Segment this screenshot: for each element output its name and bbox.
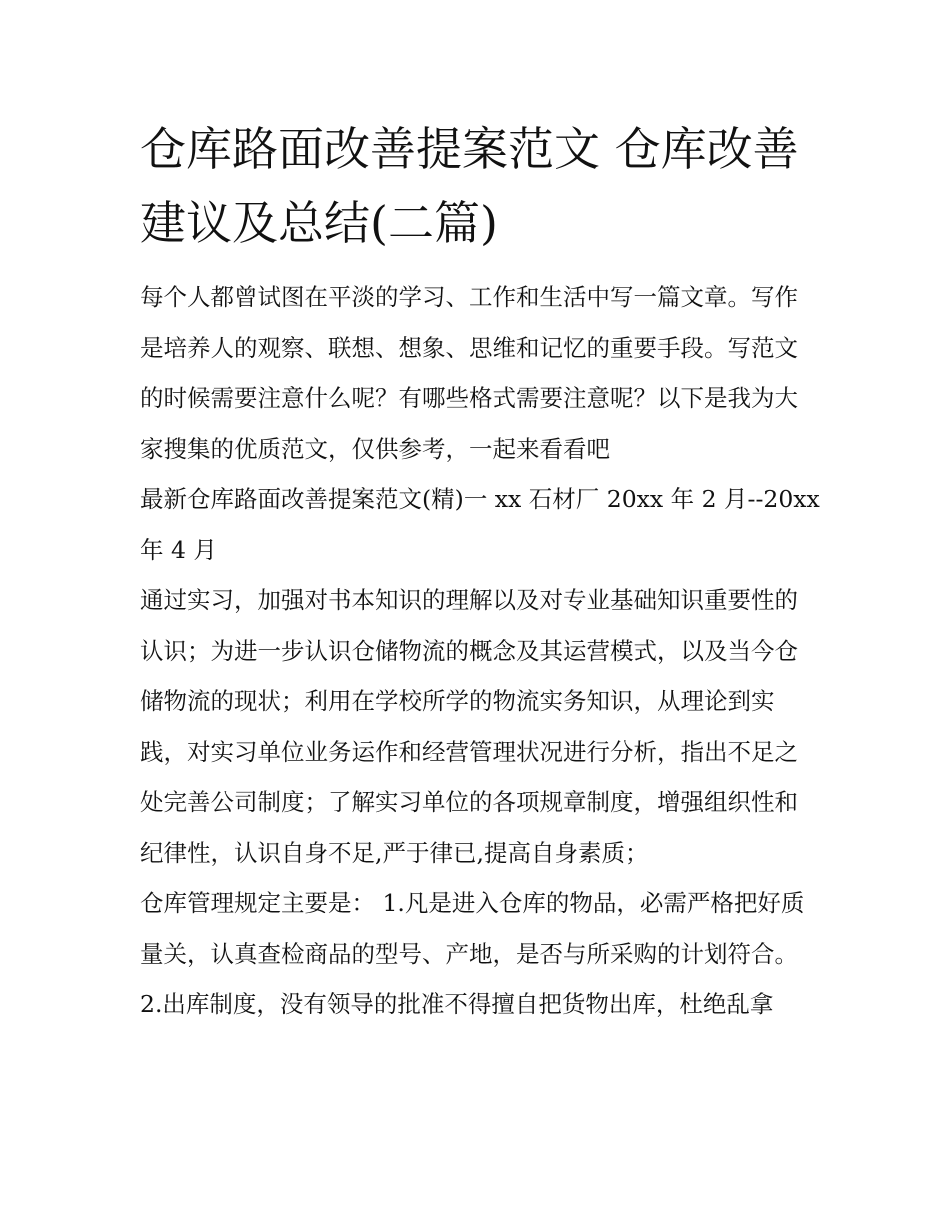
- intro-paragraph: 每个人都曾试图在平淡的学习、工作和生活中写一篇文章。写作是培养人的观察、联想、想象、思维和记忆的重要手段。写范文的时候需要注意什么呢？有哪些格式需要注意呢？以下是我为大家搜集的优质范文，仅供参考，一起来看看吧: [140, 283, 798, 463]
- warehouse-rule-1-paragraph: 仓库管理规定主要是： 1.凡是进入仓库的物品，必需严格把好质量关，认真查检商品的型号、产地，是否与所采购的计划符合。: [140, 889, 805, 968]
- internship-purpose-paragraph: 通过实习，加强对书本知识的理解以及对专业基础知识重要性的认识；为进一步认识仓储物流的概念及其运营模式，以及当今仓储物流的现状；利用在学校所学的物流实务知识，从理论到实践，对实习单位业务运作和经营管理状况进行分析，指出不足之处完善公司制度；了解实习单位的各项规章制度，增强组织性和纪律性，认识自身不足,严于律已,提高自身素质；: [140, 586, 798, 867]
- section-heading-paragraph: 最新仓库路面改善提案范文(精)一 xx 石材厂 20xx 年 2 月--20xx 年 4 月: [140, 485, 820, 564]
- warehouse-rule-2-paragraph: 2.出库制度，没有领导的批准不得擅自把货物出库，杜绝乱拿: [140, 990, 774, 1018]
- document-title: 仓库路面改善提案范文 仓库改善建议及总结(二篇): [140, 122, 799, 250]
- document-page: [140, 112, 820, 1030]
